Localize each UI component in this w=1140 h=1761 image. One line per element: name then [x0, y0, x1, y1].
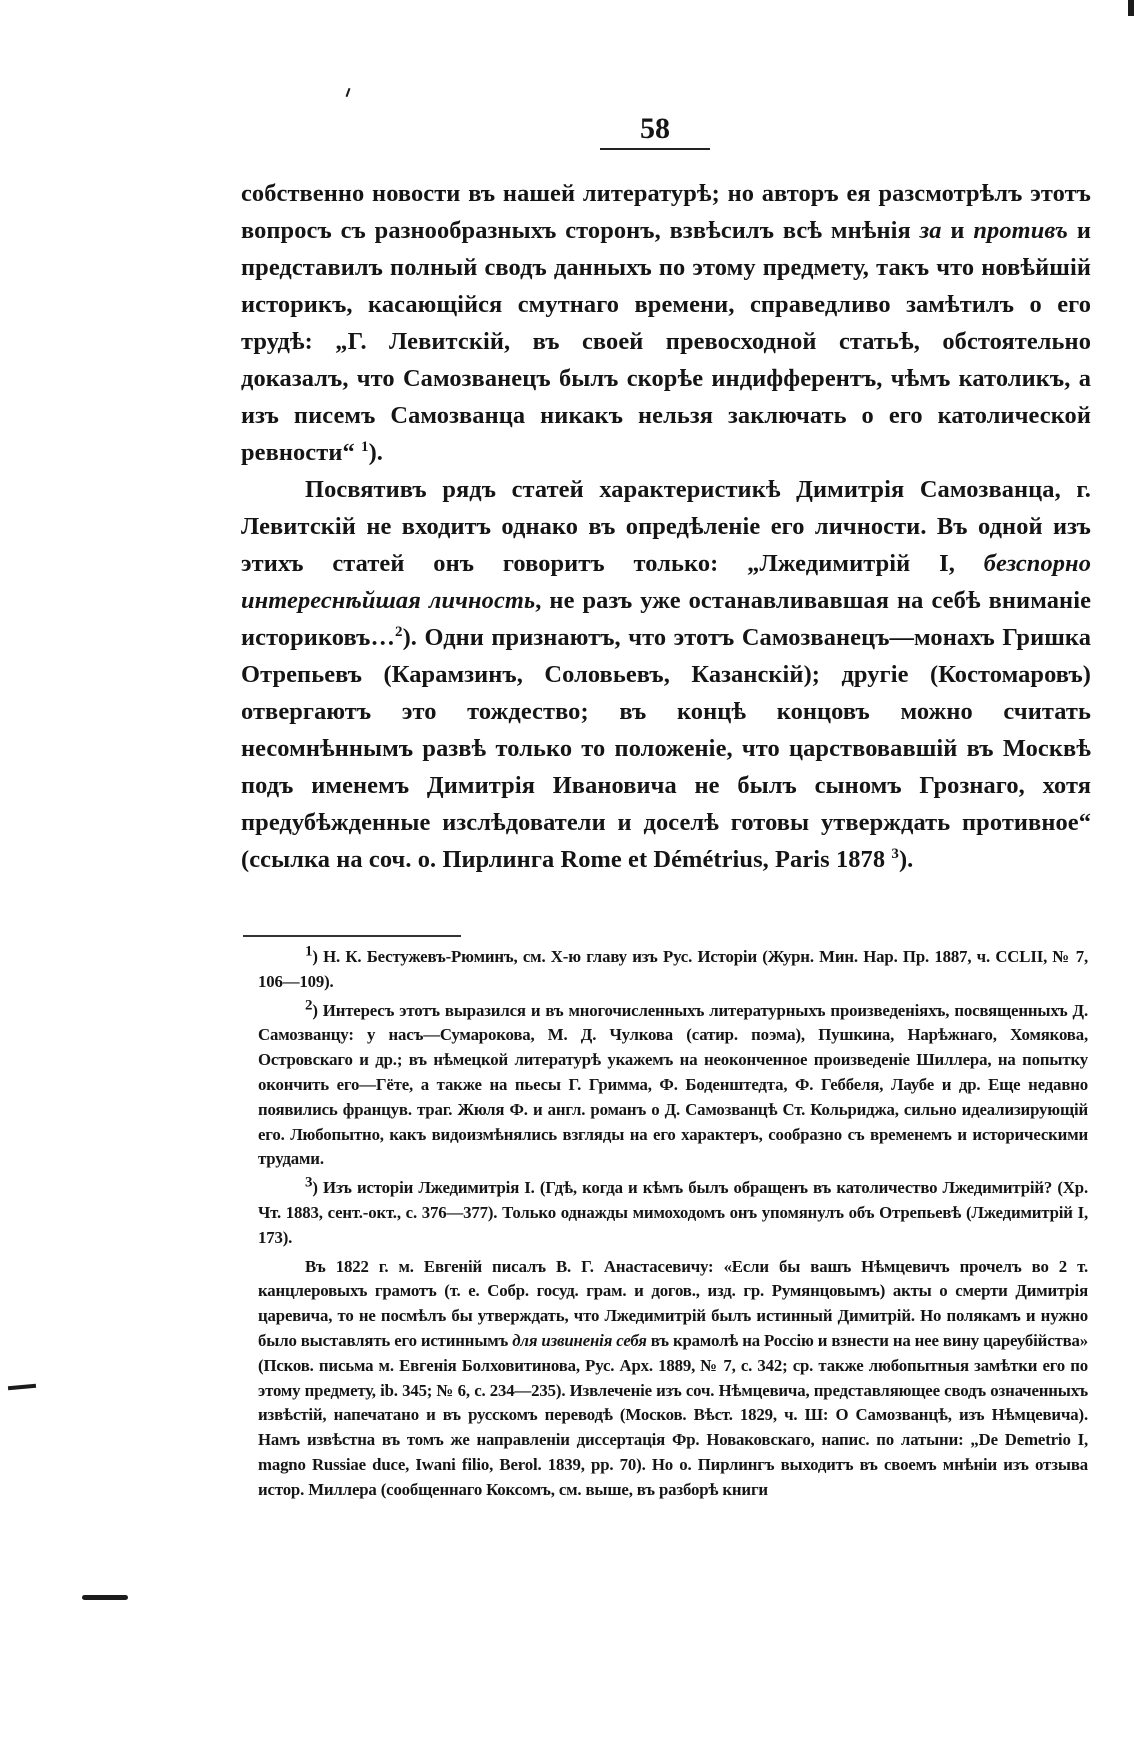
footnote-2-text: ) Интересъ этотъ выразился и въ многочисленныхъ литературныхъ произведеніяхъ, посвященныхъ Д. Самозванцу: у насъ—Сумарокова, М. Д. Чулкова (сатир. поэма), Пушкина, Нарѣжнаго, Хомякова, Островскаго и др.; въ нѣмецкой литературѣ укажемъ на неоконченное произведеніе Шиллера, на попытку окончить его—Гёте, а также на пьесы Г. Гримма, Ф. Боденштедта, Ф. Геббеля, Лаубе и др. Еще недавно появились францув. траг. Жюля Ф. и англ. романъ о Д. Самозванцѣ Ст. Кольриджа, сильно идеализирующій его. Любопытно, какъ видоизмѣнялись взгляды на его характеръ, сообразно съ временемъ и историческими трудами. [258, 1000, 1088, 1169]
paragraph-1 [241, 175, 1091, 471]
footnote-2 [258, 999, 1088, 1173]
footnote-ref-3: 3 [891, 845, 899, 862]
footnote-3-mark: 3 [305, 1174, 313, 1191]
scan-mark-top [346, 88, 351, 97]
p1-text-end: ). [368, 439, 383, 466]
main-text [241, 175, 1091, 878]
footnote-4-text-b: въ крамолѣ на Россію и взнести на нее вину цареубійства» (Псков. письма м. Евгенія Болховитинова, Рус. Арх. 1889, № 7, с. 342; ср. также любопытныя замѣтки его по этому предмету, ib. 345; № 6, с. 234—235). Извлеченіе изъ соч. Нѣмцевича, представляющее сводъ означенныхъ извѣстій, напечатано и въ русскомъ переводѣ (Москов. Вѣст. 1829, ч. Ш: О Самозванцѣ, изъ Нѣмцевича). Намъ извѣстна въ томъ же направленіи диссертація Фр. Новаковскаго, напис. по латыни: „De Demetrio I, magno Russiae duce, Iwani filio, Berol. 1839, pp. 70). Но о. Пирлингъ выходитъ въ своемъ мнѣніи изъ отзыва истор. Миллера (сообщеннаго Коксомъ, см. выше, въ разборѣ книги [258, 1330, 1088, 1499]
p1-emphasis-1: за [919, 217, 942, 244]
footnote-ref-1: 1 [360, 438, 369, 455]
footnote-3-continuation [258, 1255, 1088, 1503]
footnote-4-emphasis: для извиненія себя [512, 1330, 647, 1350]
paragraph-2 [241, 471, 1091, 878]
scan-mark-left [8, 1384, 36, 1390]
footnote-separator [243, 935, 461, 937]
footnote-1-text: ) Н. К. Бестужевъ-Рюминъ, см. Х-ю главу изъ Рус. Исторіи (Журн. Мин. Нар. Пр. 1887, ч. CCLII, № 7, 106—109). [258, 947, 1088, 991]
p1-text-a: собственно новости въ нашей литературѣ; но авторъ ея разсмотрѣлъ этотъ вопросъ съ разнообразныхъ сторонъ, взвѣсилъ всѣ мнѣнія [241, 180, 1091, 244]
p2-text-c: ). Одни признаютъ, что этотъ Самозванецъ—монахъ Гришка Отрепьевъ (Карамзинъ, Соловьевъ, Казанскій); другіе (Костомаровъ) отвергаютъ это тождество; въ концѣ концовъ можно считать несомнѣннымъ развѣ только то положеніе, что царствовавшій въ Москвѣ подъ именемъ Димитрія Ивановича не былъ сыномъ Грознаго, хотя предубѣжденные изслѣдователи и доселѣ готовы утверждать противное“ (ссылка на соч. о. Пирлинга Rome et Démétrius, Paris 1878 [241, 624, 1091, 873]
footnote-3 [258, 1176, 1088, 1250]
p1-emphasis-2: противъ [973, 217, 1069, 244]
footnote-4-text-a: Въ 1822 г. м. Евгеній писалъ В. Г. Анастасевичу: «Если бы вашъ Нѣмцевичъ прочелъ во 2 т. канцлеровыхъ грамотъ (т. е. Собр. госуд. грам. и догов., изд. гр. Румянцовымъ) акты о смерти Димитрія царевича, то не посмѣлъ бы утверждать, что Лжедимитрій былъ истинный Димитрій. Но полякамъ и нужно было выставлять его истиннымъ [258, 1256, 1088, 1350]
p1-text-c: и представилъ полный сводъ данныхъ по этому предмету, такъ что новѣйшій историкъ, касающійся смутнаго времени, справедливо замѣтилъ о его трудѣ: „Г. Левитскій, въ своей превосходной статьѣ, обстоятельно доказалъ, что Самозванецъ былъ скорѣе индифферентъ, чѣмъ католикъ, а изъ писемъ Самозванца никакъ нельзя заключать о его католической ревности“ [241, 217, 1091, 466]
p2-text-end: ). [898, 846, 914, 873]
p2-emphasis: безспорно интереснѣйшая личность [241, 550, 1091, 614]
footnote-1 [258, 945, 1088, 995]
p1-text-b: и [941, 217, 974, 244]
page-number-rule [600, 148, 710, 150]
footnotes [258, 945, 1088, 1507]
scan-mark-bottom-left [82, 1595, 128, 1600]
scan-mark-top-right [1128, 0, 1134, 16]
footnote-3-text: ) Изъ исторіи Лжедимитрія I. (Гдѣ, когда и кѣмъ былъ обращенъ въ католичество Лжедимитрій? (Хр. Чт. 1883, сент.-окт., с. 376—377). Только однажды мимоходомъ онъ упомянулъ объ Отрепьевѣ (Лжедимитрій I, 173). [258, 1178, 1088, 1247]
footnote-2-mark: 2 [305, 997, 313, 1013]
footnote-ref-2: 2 [394, 623, 403, 640]
footnote-1-mark: 1 [305, 943, 313, 960]
page-number: 58 [640, 112, 670, 145]
p2-text-a: Посвятивъ рядъ статей характеристикѣ Димитрія Самозванца, г. Левитскій не входитъ однако въ опредѣленіе его личности. Въ одной изъ этихъ статей онъ говоритъ только: „Лжедимитрій I, [241, 476, 1091, 577]
p2-text-b: , не разъ уже останавливавшая на себѣ вниманіе историковъ… [241, 587, 1091, 651]
